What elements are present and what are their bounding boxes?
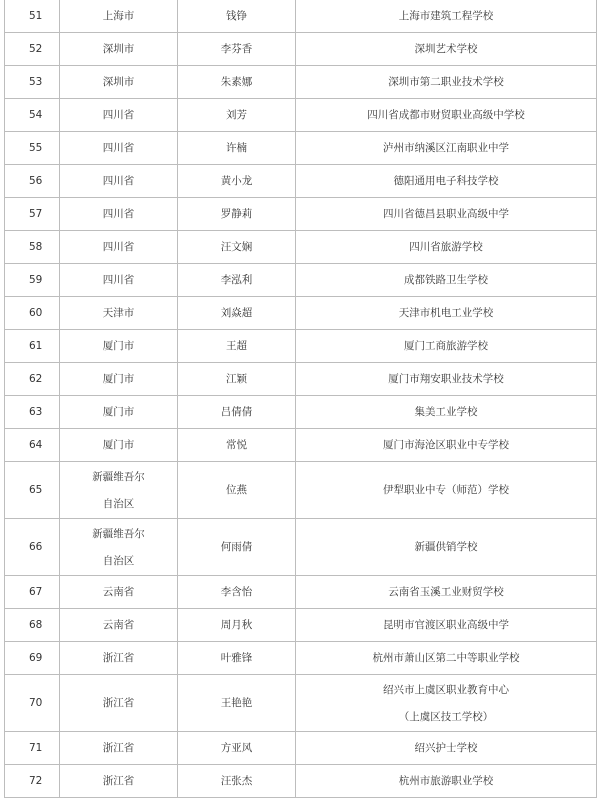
- cell-name: 刘焱超: [178, 297, 296, 330]
- table-row: [5, 33, 597, 66]
- cell-number: 57: [5, 198, 60, 231]
- cell-school: [296, 198, 597, 231]
- table-row: [5, 396, 597, 429]
- cell-school-line: 四川省德昌县职业高级中学: [383, 208, 509, 220]
- cell-region: [60, 99, 178, 132]
- table-row: [5, 363, 597, 396]
- cell-region-line: 天津市: [102, 307, 135, 319]
- cell-region-line: 云南省: [102, 586, 135, 598]
- cell-school: [296, 132, 597, 165]
- cell-region: [60, 396, 178, 429]
- cell-name: 李含怡: [178, 576, 296, 609]
- cell-school-line: 四川省旅游学校: [409, 241, 483, 253]
- cell-school-line: 新疆供销学校: [414, 541, 478, 553]
- cell-school: [296, 429, 597, 462]
- cell-school-line: 泸州市纳溪区江南职业中学: [383, 142, 509, 154]
- cell-region: [60, 642, 178, 675]
- roster-table-body: [5, 0, 597, 798]
- cell-school: [296, 33, 597, 66]
- cell-school: [296, 0, 597, 33]
- table-row: [5, 198, 597, 231]
- cell-school: [296, 99, 597, 132]
- table-row: [5, 576, 597, 609]
- cell-region-line: 厦门市: [102, 439, 135, 451]
- table-row: [5, 462, 597, 519]
- cell-school-line: 伊犁职业中专（师范）学校: [383, 484, 509, 496]
- cell-school: [296, 264, 597, 297]
- cell-number: 72: [5, 765, 60, 798]
- cell-region-line: 四川省: [102, 274, 135, 286]
- cell-school-line: （上虞区技工学校）: [398, 710, 494, 723]
- cell-school: [296, 675, 597, 732]
- cell-number: 68: [5, 609, 60, 642]
- cell-name: 汪文娴: [178, 231, 296, 264]
- cell-number: 66: [5, 519, 60, 576]
- cell-name: 何雨倩: [178, 519, 296, 576]
- cell-region-line: 深圳市: [102, 43, 135, 55]
- cell-school-line: 杭州市旅游职业学校: [398, 775, 494, 787]
- cell-number: 56: [5, 165, 60, 198]
- cell-region: [60, 429, 178, 462]
- cell-name: 位燕: [178, 462, 296, 519]
- cell-number: 63: [5, 396, 60, 429]
- cell-name: 汪张杰: [178, 765, 296, 798]
- cell-name: 常悦: [178, 429, 296, 462]
- cell-region: [60, 264, 178, 297]
- cell-school-line: 昆明市官渡区职业高级中学: [383, 619, 509, 631]
- cell-name: 刘芳: [178, 99, 296, 132]
- cell-region: [60, 33, 178, 66]
- cell-school: [296, 66, 597, 99]
- cell-name: 叶雅锋: [178, 642, 296, 675]
- cell-name: 朱素娜: [178, 66, 296, 99]
- cell-school: [296, 330, 597, 363]
- cell-region: [60, 165, 178, 198]
- cell-region-line: 四川省: [102, 208, 135, 220]
- cell-name: 王超: [178, 330, 296, 363]
- cell-region-line: 四川省: [102, 175, 135, 187]
- cell-school: [296, 231, 597, 264]
- cell-number: 59: [5, 264, 60, 297]
- cell-number: 60: [5, 297, 60, 330]
- cell-number: 55: [5, 132, 60, 165]
- cell-name: 钱铮: [178, 0, 296, 33]
- cell-school-line: 成都铁路卫生学校: [404, 274, 488, 286]
- cell-region-line: 云南省: [102, 619, 135, 631]
- cell-region-line: 浙江省: [102, 775, 135, 787]
- cell-number: 52: [5, 33, 60, 66]
- table-row: [5, 429, 597, 462]
- cell-school-line: 集美工业学校: [414, 406, 478, 418]
- table-row: [5, 765, 597, 798]
- cell-name: 王艳艳: [178, 675, 296, 732]
- cell-region-line: 四川省: [102, 241, 135, 253]
- cell-region-line: 深圳市: [102, 76, 135, 88]
- cell-region: [60, 198, 178, 231]
- table-row: [5, 264, 597, 297]
- cell-region-line: 四川省: [102, 142, 135, 154]
- cell-region: [60, 132, 178, 165]
- cell-school: [296, 363, 597, 396]
- roster-table: [4, 0, 597, 798]
- cell-number: 70: [5, 675, 60, 732]
- table-row: [5, 66, 597, 99]
- cell-region: [60, 363, 178, 396]
- cell-region-line: 新疆维吾尔: [92, 470, 145, 483]
- cell-region-line: 浙江省: [102, 697, 135, 709]
- cell-school: [296, 519, 597, 576]
- cell-name: 吕倩倩: [178, 396, 296, 429]
- table-row: [5, 132, 597, 165]
- cell-region: [60, 576, 178, 609]
- cell-name: 江颖: [178, 363, 296, 396]
- table-row: [5, 519, 597, 576]
- cell-name: 方亚风: [178, 732, 296, 765]
- cell-name: 李泓利: [178, 264, 296, 297]
- cell-region: [60, 609, 178, 642]
- cell-number: 65: [5, 462, 60, 519]
- cell-region: [60, 732, 178, 765]
- cell-name: 周月秋: [178, 609, 296, 642]
- cell-name: 黄小龙: [178, 165, 296, 198]
- table-row: [5, 297, 597, 330]
- cell-region-line: 上海市: [102, 10, 135, 22]
- cell-number: 62: [5, 363, 60, 396]
- table-row: [5, 732, 597, 765]
- cell-region-line: 自治区: [102, 554, 135, 567]
- cell-region-line: 四川省: [102, 109, 135, 121]
- table-row: [5, 0, 597, 33]
- cell-region: [60, 462, 178, 519]
- cell-region-line: 厦门市: [102, 373, 135, 385]
- cell-school: [296, 297, 597, 330]
- cell-region-line: 浙江省: [102, 742, 135, 754]
- cell-school-line: 绍兴市上虞区职业教育中心: [383, 683, 509, 696]
- cell-number: 64: [5, 429, 60, 462]
- cell-school: [296, 732, 597, 765]
- cell-number: 58: [5, 231, 60, 264]
- table-row: [5, 231, 597, 264]
- cell-school: [296, 765, 597, 798]
- cell-school-line: 云南省玉溪工业财贸学校: [388, 586, 504, 598]
- table-row: [5, 609, 597, 642]
- cell-region-line: 新疆维吾尔: [92, 527, 145, 540]
- cell-school-line: 天津市机电工业学校: [398, 307, 494, 319]
- cell-school-line: 四川省成都市财贸职业高级中学校: [367, 109, 525, 121]
- cell-region: [60, 519, 178, 576]
- cell-school: [296, 576, 597, 609]
- cell-number: 61: [5, 330, 60, 363]
- cell-school: [296, 165, 597, 198]
- cell-school-line: 深圳市第二职业技术学校: [388, 76, 504, 88]
- cell-region-line: 自治区: [102, 497, 135, 510]
- cell-region: [60, 0, 178, 33]
- cell-region: [60, 765, 178, 798]
- table-row: [5, 99, 597, 132]
- cell-school: [296, 462, 597, 519]
- cell-region-line: 浙江省: [102, 652, 135, 664]
- cell-region-line: 厦门市: [102, 406, 135, 418]
- cell-school: [296, 396, 597, 429]
- cell-school-line: 德阳通用电子科技学校: [393, 175, 499, 187]
- cell-number: 71: [5, 732, 60, 765]
- cell-number: 53: [5, 66, 60, 99]
- cell-school: [296, 642, 597, 675]
- cell-school-line: 深圳艺术学校: [414, 43, 478, 55]
- cell-school-line: 上海市建筑工程学校: [398, 10, 494, 22]
- cell-number: 51: [5, 0, 60, 33]
- cell-school-line: 厦门市翔安职业技术学校: [388, 373, 504, 385]
- cell-school: [296, 609, 597, 642]
- cell-number: 67: [5, 576, 60, 609]
- cell-region: [60, 66, 178, 99]
- cell-region-line: 厦门市: [102, 340, 135, 352]
- cell-school-line: 厦门工商旅游学校: [404, 340, 488, 352]
- cell-name: 李芬香: [178, 33, 296, 66]
- cell-number: 54: [5, 99, 60, 132]
- cell-school-line: 杭州市萧山区第二中等职业学校: [372, 652, 520, 664]
- table-row: [5, 675, 597, 732]
- cell-name: 罗静莉: [178, 198, 296, 231]
- cell-region: [60, 675, 178, 732]
- cell-region: [60, 330, 178, 363]
- cell-number: 69: [5, 642, 60, 675]
- cell-region: [60, 297, 178, 330]
- table-row: [5, 642, 597, 675]
- cell-region: [60, 231, 178, 264]
- table-row: [5, 330, 597, 363]
- cell-school-line: 厦门市海沧区职业中专学校: [383, 439, 509, 451]
- cell-school-line: 绍兴护士学校: [414, 742, 478, 754]
- cell-name: 许楠: [178, 132, 296, 165]
- table-row: [5, 165, 597, 198]
